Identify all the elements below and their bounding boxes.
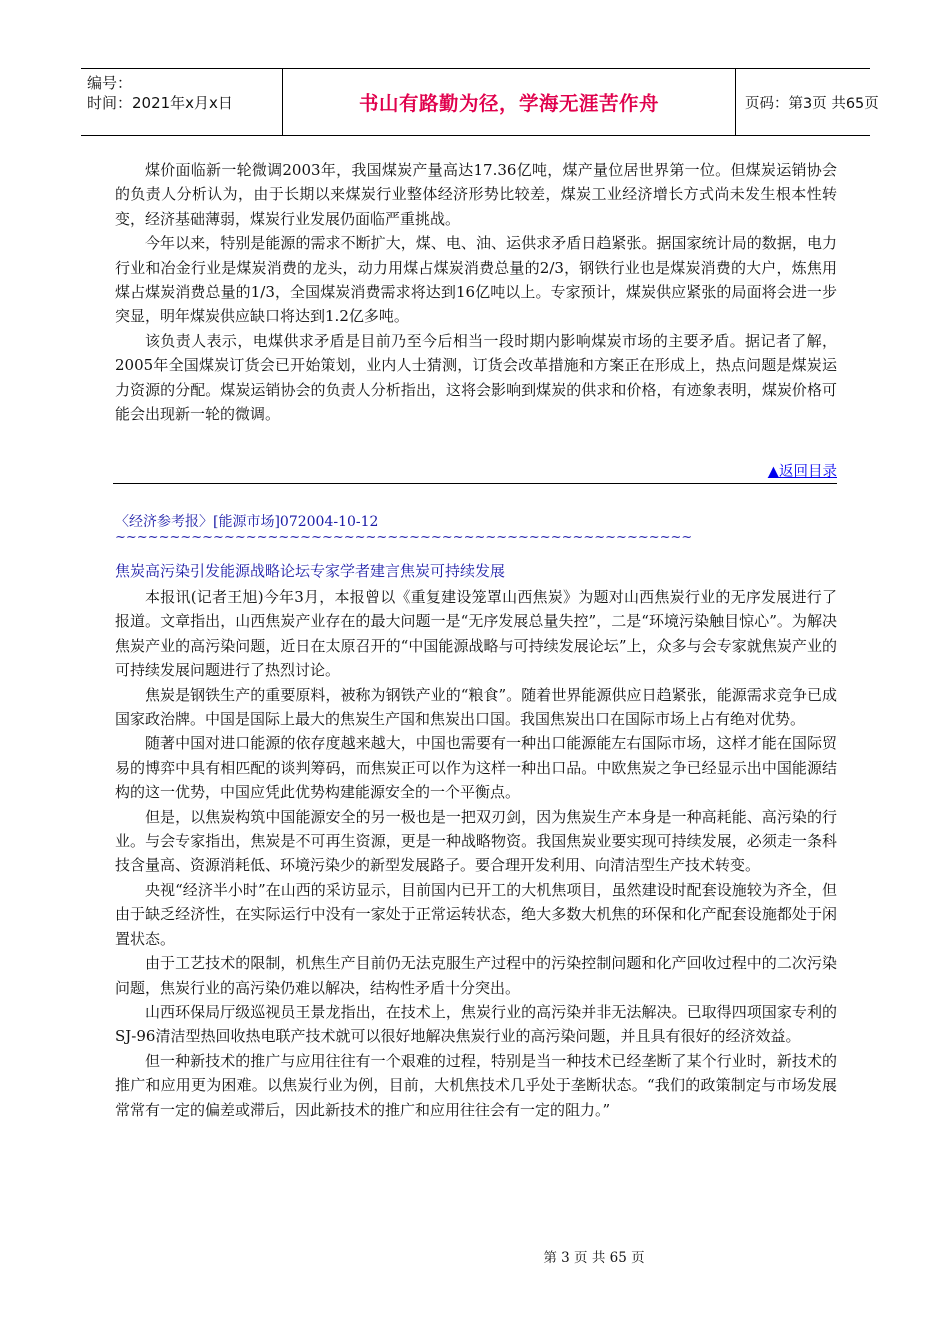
header-meta xyxy=(81,69,282,135)
paragraph: 但是，以焦炭构筑中国能源安全的另一极也是一把双刃剑，因为焦炭生产本身是一种高耗能、高污染的行业。与会专家指出，焦炭是不可再生资源，更是一种战略物资。我国焦炭业要实现可持续发展，必须走一条科技含量高、资源消耗低、环境污染少的新型发展路子。要合理开发利用、向清洁型生产技术转变。 xyxy=(115,807,837,875)
paragraph: 本报讯(记者王旭)今年3月，本报曾以《重复建设笼罩山西焦炭》为题对山西焦炭行业的无序发展进行了报道。文章指出，山西焦炭产业存在的最大问题一是“无序发展总量失控”，二是“环境污染触目惊心”。为解决焦炭产业的高污染问题，近日在太原召开的“中国能源战略与可持续发展论坛”上，众多与会专家就焦炭产业的可持续发展问题进行了热烈讨论。 xyxy=(115,588,837,680)
article-title: 焦炭高污染引发能源战略论坛专家学者建言焦炭可持续发展 xyxy=(115,562,506,580)
paragraph: 随著中国对进口能源的依存度越来越大，中国也需要有一种出口能源能左右国际市场，这样才能在国际贸易的博弈中具有相匹配的谈判筹码，而焦炭正可以作为这样一种出口品。中欧焦炭之争已经显示出中国能源结构的这一优势，中国应凭此优势构建能源安全的一个平衡点。 xyxy=(115,734,837,802)
paragraph: 今年以来，特别是能源的需求不断扩大，煤、电、油、运供求矛盾日趋紧张。据国家统计局的数据，电力行业和冶金行业是煤炭消费的龙头，动力用煤占煤炭消费总量的2/3，钢铁行业也是煤炭消费的大户，炼焦用煤占煤炭消费总量的1/3，全国煤炭消费需求将达到16亿吨以上。专家预计，煤炭供应紧张的局面将会进一步突显，明年煤炭供应缺口将达到1.2亿多吨。 xyxy=(115,234,837,326)
footer-page-number: 第 3 页 共 65 页 xyxy=(543,1250,645,1266)
paragraph: 但一种新技术的推广与应用往往有一个艰难的过程，特别是当一种技术已经垄断了某个行业时，新技术的推广和应用更为困难。以焦炭行业为例，目前，大机焦技术几乎处于垄断状态。“我们的政策制定与市场发展常常有一定的偏差或滞后，因此新技术的推广和应用往往会有一定的阻力。” xyxy=(115,1051,837,1119)
back-to-toc-link[interactable]: ▲返回目录 xyxy=(767,464,837,480)
paragraph: 央视“经济半小时”在山西的采访显示，目前国内已开工的大机焦项目，虽然建设时配套设施较为齐全，但由于缺乏经济性，在实际运行中没有一家处于正常运转状态，绝大多数大机焦的环保和化产配套设施都处于闲置状态。 xyxy=(115,880,837,948)
section-divider xyxy=(113,483,837,484)
header-page-info: 页码：第3页 共65页 xyxy=(745,95,879,112)
paragraph: 焦炭是钢铁生产的重要原料，被称为钢铁产业的“粮食”。随着世界能源供应日趋紧张，能源需求竞争已成国家政治牌。中国是国际上最大的焦炭生产国和焦炭出口国。我国焦炭出口在国际市场上占有绝对优势。 xyxy=(115,685,837,729)
page-footer xyxy=(0,1246,950,1266)
paragraph: 山西环保局厅级巡视员王景龙指出，在技术上，焦炭行业的高污染并非无法解决。已取得四项国家专利的SJ-96清洁型热回收热电联产技术就可以很好地解决焦炭行业的高污染问题，并且具有很好的经济效益。 xyxy=(115,1002,837,1046)
paragraph: 该负责人表示，电煤供求矛盾是目前乃至今后相当一段时期内影响煤炭市场的主要矛盾。据记者了解，2005年全国煤炭订货会已开始策划，业内人士猜测，订货会改革措施和方案正在形成上，热点问题是煤炭运力资源的分配。煤炭运销协会的负责人分析指出，这将会影响到煤炭的供求和价格，有迹象表明，煤炭价格可能会出现新一轮的微调。 xyxy=(115,331,837,424)
top-article-body xyxy=(115,158,837,426)
article-source: 〈经济参考报〉[能源市场]072004-10-12 xyxy=(115,514,379,530)
page-header xyxy=(81,68,879,136)
paragraph: 煤价面临新一轮微调2003年，我国煤炭产量高达17.36亿吨，煤产量位居世界第一位。但煤炭运销协会的负责人分析认为，由于长期以来煤炭行业整体经济形势比较差，煤炭工业经济增长方式尚未发生根本性转变，经济基础薄弱，煤炭行业发展仍面临严重挑战。 xyxy=(115,161,837,228)
tilde-divider: ~~~~~~~~~~~~~~~~~~~~~~~~~~~~~~~~~~~~~~~~~~~~~~~~~~~~~ xyxy=(115,530,693,545)
header-motto: 书山有路勤为径，学海无涯苦作舟 xyxy=(282,69,736,135)
article-body xyxy=(115,585,837,1122)
paragraph: 由于工艺技术的限制，机焦生产目前仍无法克服生产过程中的污染控制问题和化产回收过程中的二次污染问题，焦炭行业的高污染仍难以解决，结构性矛盾十分突出。 xyxy=(115,954,837,997)
document-time-label: 时间：2021年x月x日 xyxy=(87,94,233,112)
document-number-label: 编号： xyxy=(87,74,133,92)
